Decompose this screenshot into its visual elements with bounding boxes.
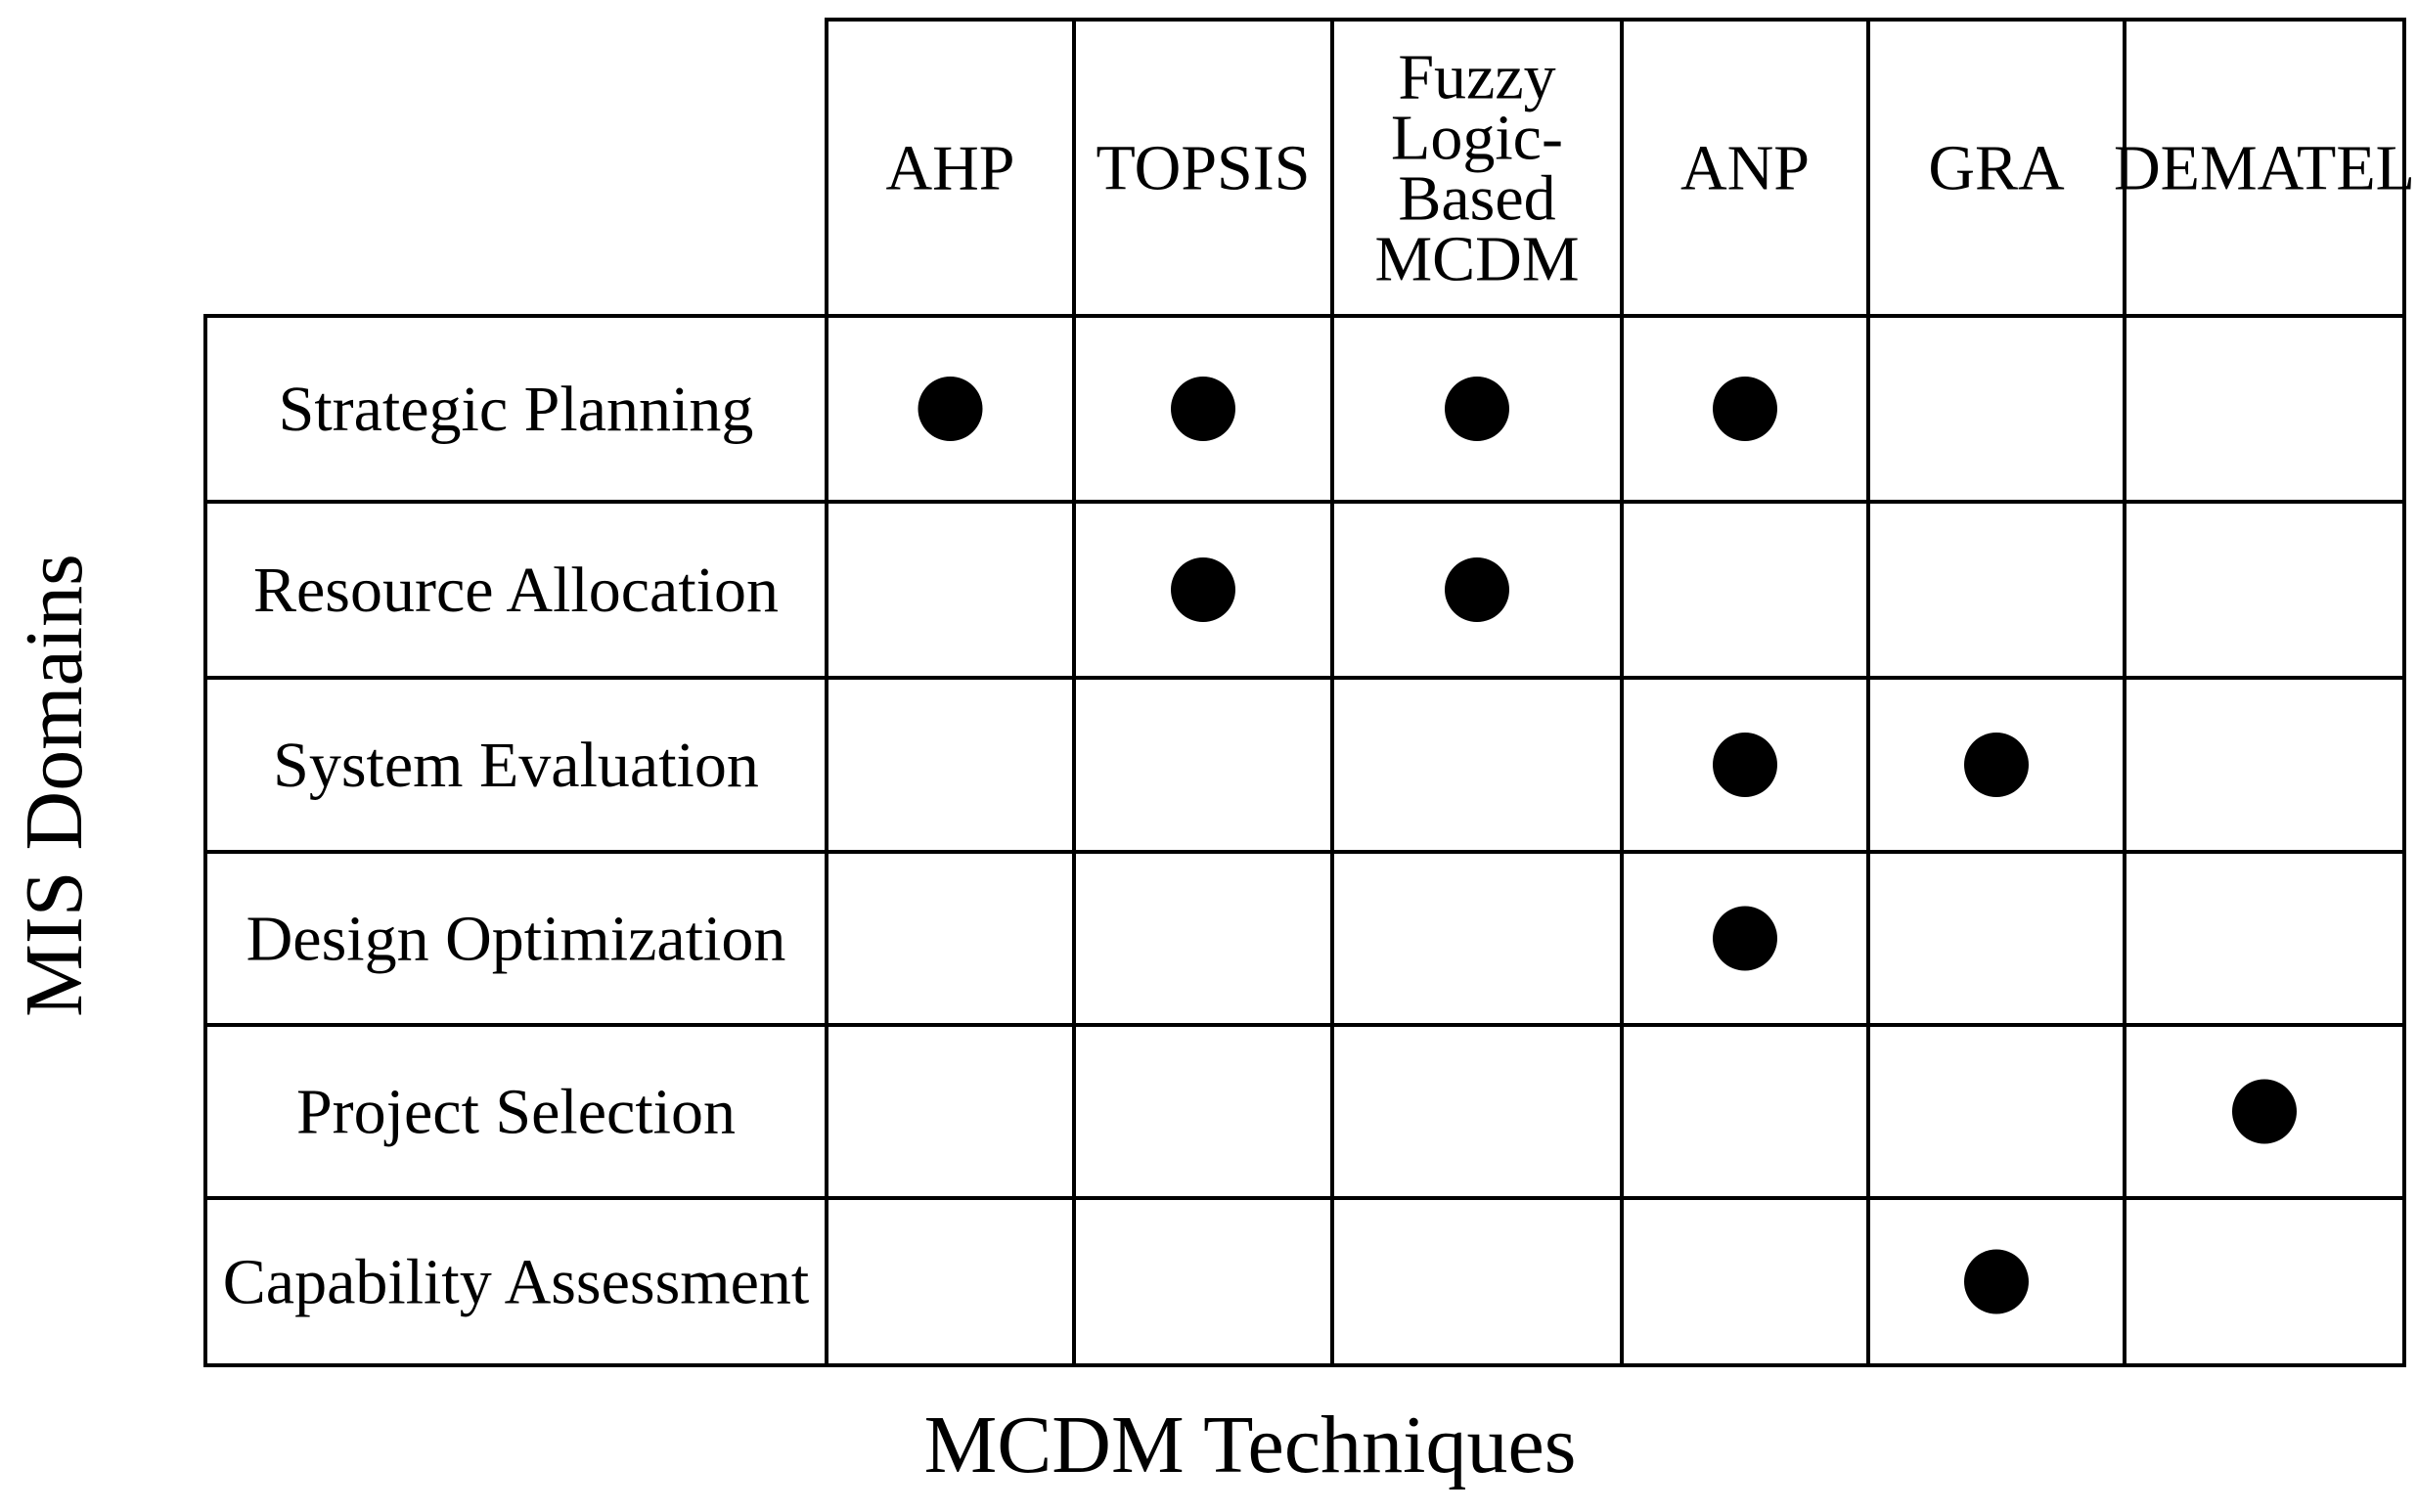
row-label: Project Selection bbox=[295, 1076, 737, 1148]
column-header-line: Based bbox=[1398, 162, 1556, 235]
column-header bbox=[2114, 133, 2415, 204]
column-header-line: Fuzzy bbox=[1398, 41, 1556, 113]
column-header-line: TOPSIS bbox=[1096, 132, 1311, 204]
usage-dot bbox=[1171, 557, 1235, 622]
usage-dot bbox=[1713, 377, 1777, 441]
y-axis-title: MIS Domains bbox=[9, 554, 100, 1017]
row-label: System Evaluation bbox=[273, 730, 759, 801]
column-header bbox=[1680, 133, 1810, 204]
usage-dot bbox=[918, 377, 983, 441]
column-header-line: MCDM bbox=[1374, 223, 1580, 295]
column-header-line: GRA bbox=[1928, 132, 2065, 204]
grid-lines bbox=[205, 20, 2404, 1365]
usage-dots bbox=[918, 377, 2298, 1314]
usage-dot bbox=[1964, 1250, 2029, 1314]
technique-header-labels bbox=[885, 42, 2415, 295]
usage-dot bbox=[1713, 907, 1777, 971]
column-header-line: Logic- bbox=[1391, 102, 1563, 174]
row-label: Resource Allocation bbox=[252, 555, 780, 626]
row-label: Strategic Planning bbox=[278, 374, 754, 445]
x-axis-title: MCDM Techniques bbox=[923, 1400, 1577, 1490]
domain-row-labels bbox=[223, 374, 809, 1318]
column-header-line: DEMATEL bbox=[2114, 132, 2415, 204]
usage-dot bbox=[1713, 733, 1777, 797]
usage-dot bbox=[1964, 733, 2029, 797]
usage-dot bbox=[1445, 377, 1509, 441]
usage-dot bbox=[1445, 557, 1509, 622]
usage-dot bbox=[1171, 377, 1235, 441]
column-header bbox=[1097, 133, 1311, 204]
row-label: Design Optimization bbox=[246, 903, 786, 975]
column-header bbox=[1374, 42, 1579, 295]
usage-dot bbox=[2232, 1080, 2297, 1144]
row-label: Capability Assessment bbox=[222, 1246, 810, 1318]
column-header bbox=[885, 133, 1014, 204]
column-header-line: ANP bbox=[1679, 132, 1811, 204]
column-header-line: AHP bbox=[885, 132, 1015, 204]
column-header bbox=[1928, 133, 2065, 204]
